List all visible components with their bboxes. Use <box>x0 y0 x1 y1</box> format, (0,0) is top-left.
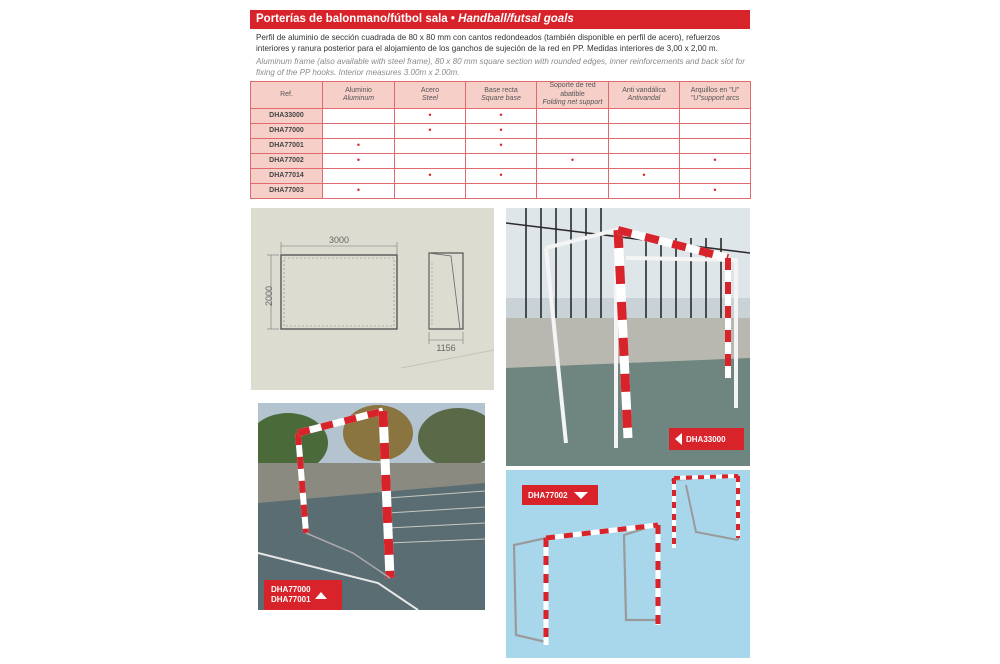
feature-cell <box>680 168 751 183</box>
table-row <box>251 108 751 123</box>
feature-cell <box>395 183 466 198</box>
width-dimension-label: 3000 <box>328 235 350 245</box>
feature-mark: • <box>428 125 432 136</box>
feature-mark: • <box>570 155 575 166</box>
feature-mark: • <box>713 155 717 166</box>
height-dimension-label: 2000 <box>264 285 274 307</box>
depth-dimension-label: 1156 <box>436 343 456 353</box>
feature-cell <box>537 153 609 168</box>
table-row <box>251 153 751 168</box>
feature-cell <box>680 123 751 138</box>
feature-mark: • <box>499 125 503 136</box>
technical-drawing-panel <box>251 208 494 390</box>
column-header-english: Aluminum <box>342 95 375 103</box>
table-row <box>251 183 751 198</box>
label-dha77002 <box>522 485 598 505</box>
column-header-5 <box>609 82 680 109</box>
feature-cell <box>395 168 466 183</box>
feature-cell <box>537 108 609 123</box>
row-ref-cell: DHA77014 <box>251 168 323 183</box>
row-ref-cell: DHA77002 <box>251 153 323 168</box>
table-header-row <box>251 82 751 109</box>
label-dha77000-line1: DHA77000 <box>271 585 311 594</box>
column-header-english: Square base <box>481 95 521 103</box>
table-row <box>251 168 751 183</box>
column-header-4 <box>537 82 609 109</box>
catalog-sheet <box>250 10 750 199</box>
feature-mark: • <box>642 170 646 181</box>
feature-cell <box>609 123 680 138</box>
column-header-english: "U"support arcs <box>690 95 740 103</box>
title-spanish: Porterías de balonmano/fútbol sala <box>256 13 448 25</box>
table-body <box>251 108 751 198</box>
arrow-left-icon <box>675 433 682 445</box>
ref-header: Ref. <box>251 82 323 109</box>
label-dha33000-text: DHA33000 <box>686 434 726 444</box>
feature-mark: • <box>356 185 361 196</box>
column-header-1 <box>323 82 395 109</box>
feature-cell <box>395 153 466 168</box>
column-header-3 <box>466 82 537 109</box>
feature-cell <box>609 168 680 183</box>
description-spanish: Perfil de aluminio de sección cuadrada de 80 x 80 mm con cantos redondeados (también disponible en perfil de acero), refuerzos interiores y ranura posterior para el alojamiento de los ganchos de sujeción de la red en PP. Medidas interiores de 3,00 x 2,00 m. <box>256 33 720 53</box>
feature-cell <box>537 183 609 198</box>
label-dha33000 <box>669 428 744 450</box>
feature-mark: • <box>713 185 717 196</box>
description-english: Aluminum frame (also available with steel frame), 80 x 80 mm square section with rounded edges, inner reinforcements and back slot for fixing of the PP hooks. Interior measures 3.00m x 2.00m. <box>256 57 746 77</box>
feature-cell <box>466 138 537 153</box>
feature-cell <box>680 183 751 198</box>
table-row <box>251 138 751 153</box>
photo-dha77000 <box>258 403 485 610</box>
feature-cell <box>609 138 680 153</box>
feature-cell <box>466 108 537 123</box>
feature-mark: • <box>499 110 503 121</box>
column-header-2 <box>395 82 466 109</box>
feature-cell <box>537 123 609 138</box>
feature-cell <box>323 123 395 138</box>
label-dha77000 <box>264 580 342 610</box>
feature-cell <box>395 123 466 138</box>
feature-cell <box>395 138 466 153</box>
column-header-spanish: Arquillos en "U" <box>690 86 740 94</box>
feature-cell <box>323 108 395 123</box>
feature-cell <box>323 168 395 183</box>
feature-cell <box>609 153 680 168</box>
row-ref-cell: DHA33000 <box>251 108 323 123</box>
feature-cell <box>537 138 609 153</box>
column-header-spanish: Aluminio <box>345 86 372 94</box>
feature-cell <box>323 183 395 198</box>
label-dha77002-text: DHA77002 <box>528 490 568 500</box>
row-ref-cell: DHA77001 <box>251 138 323 153</box>
spec-table <box>250 81 751 199</box>
section-title-bar <box>250 10 750 29</box>
column-header-english: Antivandal <box>627 95 661 103</box>
table-row <box>251 123 751 138</box>
column-header-english: Folding net support <box>542 99 603 107</box>
feature-cell <box>680 108 751 123</box>
title-english: Handball/futsal goals <box>458 13 574 25</box>
title-separator: • <box>447 13 459 25</box>
feature-mark: • <box>356 155 361 166</box>
technical-drawing <box>251 208 494 390</box>
feature-cell <box>466 153 537 168</box>
column-header-spanish: Anti vandálica <box>622 86 666 94</box>
feature-cell <box>395 108 466 123</box>
feature-mark: • <box>428 170 432 181</box>
label-dha77000-text <box>264 585 311 605</box>
feature-mark: • <box>499 140 503 151</box>
feature-mark: • <box>499 170 503 181</box>
feature-cell <box>680 138 751 153</box>
feature-cell <box>609 108 680 123</box>
column-header-english: Steel <box>422 95 438 103</box>
feature-cell <box>680 153 751 168</box>
column-header-spanish: Acero <box>420 86 440 94</box>
feature-cell <box>323 153 395 168</box>
column-header-spanish: Base recta <box>484 86 518 94</box>
feature-cell <box>323 138 395 153</box>
feature-mark: • <box>428 110 432 121</box>
feature-cell <box>466 168 537 183</box>
column-header-spanish: Soporte de red abatible <box>549 82 596 98</box>
arrow-up-icon <box>315 592 327 599</box>
column-header-6 <box>680 82 751 109</box>
feature-cell <box>609 183 680 198</box>
row-ref-cell: DHA77003 <box>251 183 323 198</box>
feature-cell <box>466 183 537 198</box>
feature-cell <box>466 123 537 138</box>
label-dha77001-line2: DHA77001 <box>271 595 311 604</box>
row-ref-cell: DHA77000 <box>251 123 323 138</box>
feature-cell <box>537 168 609 183</box>
feature-mark: • <box>356 140 361 151</box>
arrow-down-icon <box>574 492 588 499</box>
